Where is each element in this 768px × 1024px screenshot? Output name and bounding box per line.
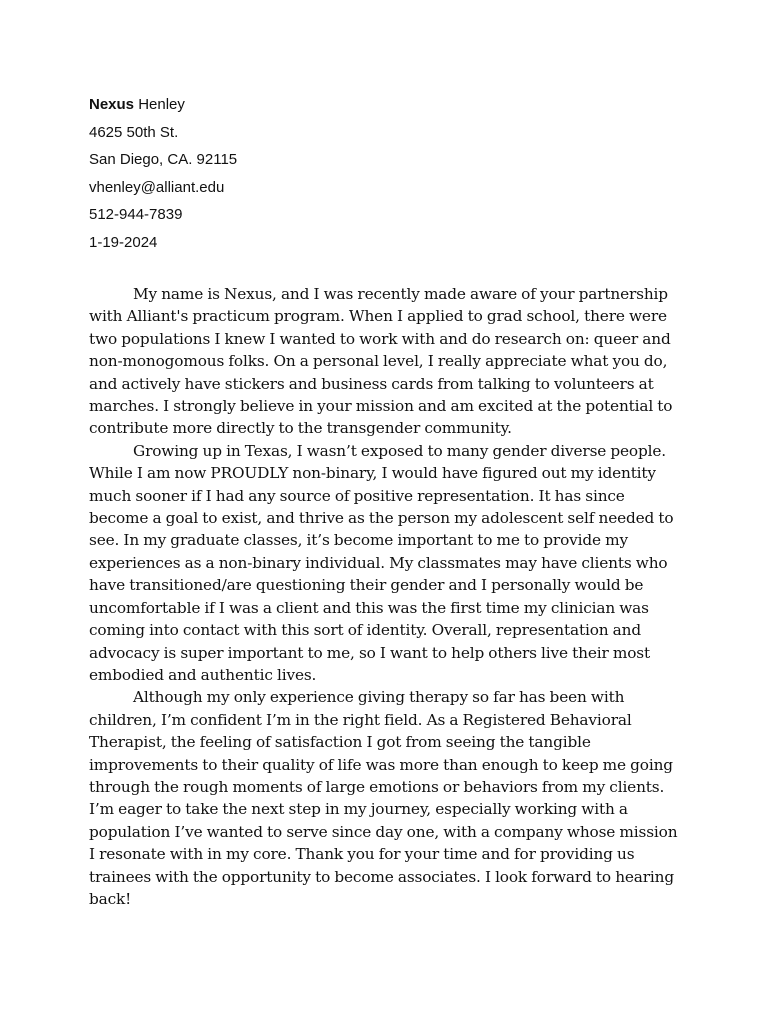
letter-date: 1-19-2024 [89, 233, 158, 251]
sender-phone: 512-944-7839 [89, 206, 183, 224]
sender-block [89, 94, 589, 260]
body-paragraph-1: My name is Nexus, and I was recently made aware of your partnership with Alliant's practicum program. When I applied to grad school, there were two populations I knew I wanted to work with and do research on: queer and non-monogomous folks. On a personal level, I really appreciate what you do, and actively have stickers and business cards from talking to volunteers at marches. I strongly believe in your mission and am excited at the potential to contribute more directly to the transgender community. [89, 285, 673, 438]
body-paragraph-3: Although my only experience giving therapy so far has been with children, I’m confident I’m in the right field. As a Registered Behavioral Therapist, the feeling of satisfaction I got from seeing the tangible improvements to their quality of life was more than enough to keep me going through the rough moments of large emotions or behaviors from my clients. I’m eager to take the next step in my journey, especially working with a population I’ve wanted to serve since day one, with a company whose mission I resonate with in my core. Thank you for your time and for providing us trainees with the opportunity to become associates. I look forward to hearing back! [89, 688, 678, 908]
sender-street: 4625 50th St. [89, 123, 179, 141]
sender-city-line: San Diego, CA. 92115 [89, 151, 238, 169]
sender-name [89, 94, 589, 122]
sender-last-name: Henley [138, 96, 185, 113]
sender-email: vhenley@alliant.edu [89, 178, 225, 196]
letter-body [89, 283, 687, 910]
body-paragraph-2: Growing up in Texas, I wasn’t exposed to many gender diverse people. While I am now PROUDLY non-binary, I would have figured out my identity much sooner if I had any source of positive representation. It has since become a goal to exist, and thrive as the person my adolescent self needed to see. In my graduate classes, it’s become important to me to provide my experiences as a non-binary individual. My classmates may have clients who have transitioned/are questioning their gender and I personally would be uncomfortable if I was a client and this was the first time my clinician was coming into contact with this sort of identity. Overall, representation and advocacy is super important to me, so I want to help others live their most embodied and authentic lives. [89, 441, 674, 684]
sender-first-name: Nexus [89, 96, 135, 113]
